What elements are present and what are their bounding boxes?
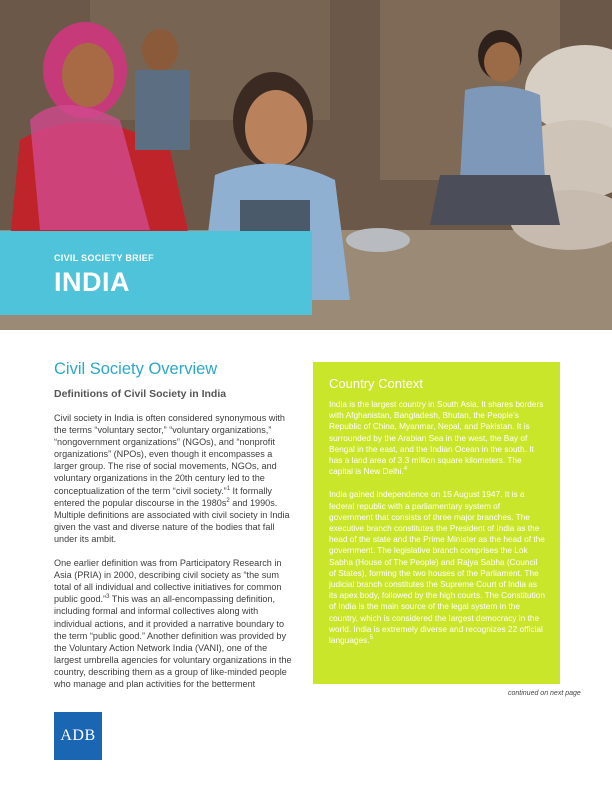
p2-text-b: This was an all-encompassing definition, including formal and informal collectives along with individual actions, and it provided a narrative boundary to the term “public good.” Another definition was provided by the Voluntary Action Network India (VANI), one of the largest umbrella agencies for voluntary organizations in the country, describing them as a group of like-minded people who manage and plan activities for the betterment — [54, 594, 292, 689]
adb-logo: ADB — [54, 712, 102, 760]
p1-text-b: It formally entered the popular discourse in the 1980s — [54, 485, 272, 508]
p1-text-a: Civil society in India is often considered synonymous with the terms “voluntary sector,” “voluntary organizations,” “nongovernment organizations” (NGOs), and “nonprofit organizations” (NPOs), even though it encompasses a larger group. The rise of social movements, NGOs, and voluntary organizations in the 20th century led to the conceptualization of the term “civil society.” — [54, 413, 285, 496]
overview-section — [54, 360, 296, 690]
overview-paragraph-2 — [54, 557, 296, 690]
footnote-ref[interactable]: 1 — [226, 485, 231, 492]
context-paragraph-1 — [329, 399, 546, 477]
overview-paragraph-1 — [54, 412, 296, 545]
brief-label: CIVIL SOCIETY BRIEF — [54, 253, 154, 263]
subsection-title: Definitions of Civil Society in India — [54, 388, 227, 400]
section-title: Civil Society Overview — [54, 360, 218, 378]
p1-text-c: and 1990s. Multiple definitions are associated with civil society in India given the vast and diverse nature of the bodies that fall under its ambit. — [54, 497, 290, 544]
footnote-ref[interactable]: 2 — [226, 497, 230, 504]
continued-note: continued on next page — [508, 690, 581, 697]
title-band — [0, 231, 312, 315]
ctx-p1-text: India is the largest country in South Asia. It shares borders with Afghanistan, Bangladesh, Bhutan, the People’s Republic of China, Myanmar, Nepal, and Pakistan. It is surrounded by the Arabian Sea in the west, the Bay of Bengal in the east, and the Indian Ocean in the south. It has a land area of 3.3 million square kilometers. The capital is New Delhi. — [329, 399, 544, 477]
context-title: Country Context — [329, 376, 423, 391]
ctx-p2-text: India gained independence on 15 August 1947. It is a federal republic with a parliamentary system of government that consists of three major branches. The executive branch constitutes the President of India as the head of the state and the Prime Minister as the head of the government. The legislative branch comprises the Lok Sabha (House of The People) and Rajya Sabha (Council of States), forming the two houses of the Parliament. The judicial branch constitutes the Supreme Court of India as its apex body, followed by the high courts. The Constitution of India is the main source of the legal system in the country, which is considered the largest democracy in the world. India is extremely diverse and recognizes 22 official languages. — [329, 489, 545, 646]
context-paragraph-2 — [329, 489, 546, 646]
footnote-ref[interactable]: 3 — [106, 594, 110, 601]
p2-text-a: One earlier definition was from Participatory Research in Asia (PRIA) in 2000, describing civil society as “the sum total of all individual and collective initiatives for common public good.” — [54, 558, 282, 605]
footnote-ref[interactable]: 5 — [369, 635, 373, 642]
footnote-ref[interactable]: 4 — [403, 466, 408, 473]
country-context-box — [313, 362, 560, 684]
country-title: INDIA — [54, 267, 130, 297]
